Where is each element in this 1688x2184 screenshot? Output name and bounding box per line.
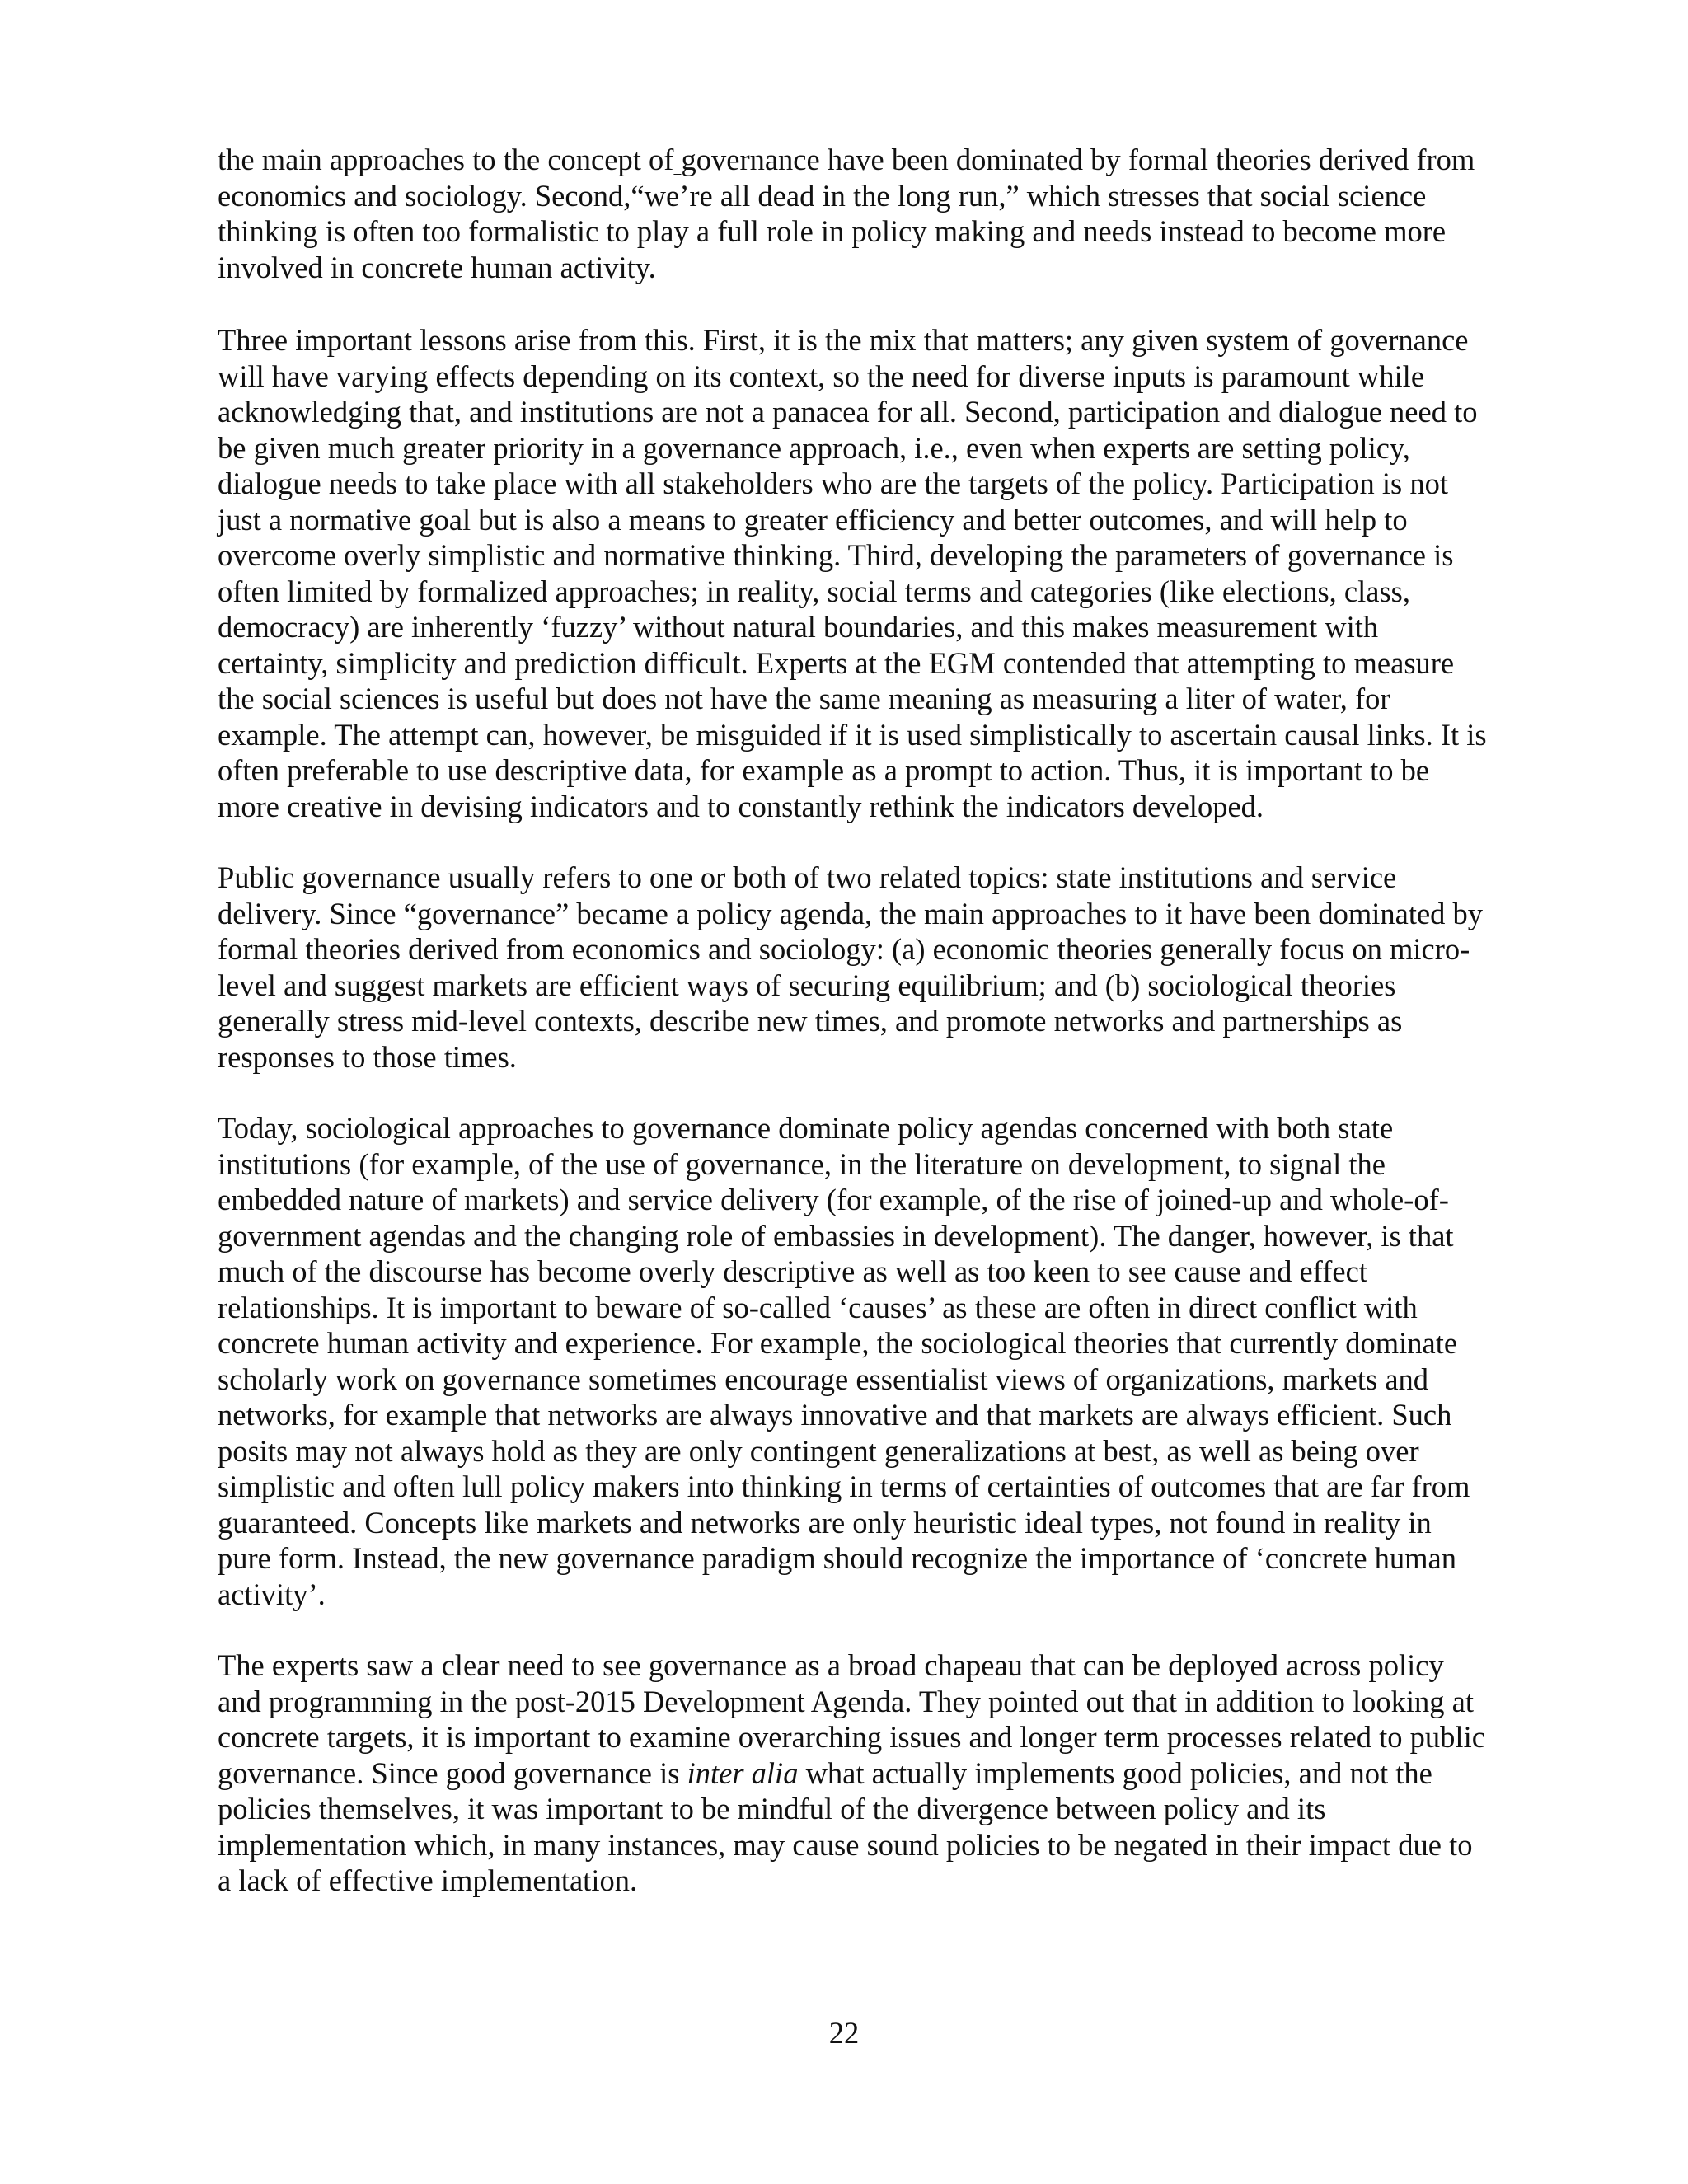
paragraph-4: Today, sociological approaches to governance dominate policy agendas concerned with both state institutions (for example, of the use of governance, in the literature on development, to signal the embedded nature of markets) and service delivery (for example, of the rise of joined-up and whole-of-government agendas and the changing role of embassies in development). The danger, however, is that much of the discourse has become overly descriptive as well as too keen to see cause and effect relationships. It is important to beware of so-called ‘causes’ as these are often in direct conflict with concrete human activity and experience. For example, the sociological theories that currently dominate scholarly work on governance sometimes encourage essentialist views of organizations, markets and networks, for example that networks are always innovative and that markets are always efficient. Such posits may not always hold as they are only contingent generalizations at best, as well as being over simplistic and often lull policy makers into thinking in terms of certainties of outcomes that are far from guaranteed. Concepts like markets and networks are only heuristic ideal types, not found in reality in pure form. Instead, the new governance paradigm should recognize the importance of ‘concrete human activity’. (218, 1111, 1470, 1611)
paragraph-1 (218, 142, 1487, 285)
paragraph-2: Three important lessons arise from this. First, it is the mix that matters; any given system of governance will have varying effects depending on its context, so the need for diverse inputs is paramount while acknowledging that, and institutions are not a panacea for all. Second, participation and dialogue need to be given much greater priority in a governance approach, i.e., even when experts are setting policy, dialogue needs to take place with all stakeholders who are the targets of the policy. Participation is not just a normative goal but is also a means to greater efficiency and better outcomes, and will help to overcome overly simplistic and normative thinking. Third, developing the parameters of governance is often limited by formalized approaches; in reality, social terms and categories (like elections, class, democracy) are inherently ‘fuzzy’ without natural boundaries, and this makes measurement with certainty, simplicity and prediction difficult. Experts at the EGM contended that attempting to measure the social sciences is useful but does not have the same meaning as measuring a liter of water, for example. The attempt can, however, be misguided if it is used simplistically to ascertain causal links. It is often preferable to use descriptive data, for example as a prompt to action. Thus, it is important to be more creative in devising indicators and to constantly rethink the indicators developed. (218, 323, 1487, 823)
italic-term: inter alia (687, 1755, 799, 1790)
paragraph-3: Public governance usually refers to one or both of two related topics: state institutions and service delivery. Since “governance” became a policy agenda, the main approaches to it have been dominated by formal theories derived from economics and sociology: (a) economic theories generally focus on micro-level and suggest markets are efficient ways of securing equilibrium; and (b) sociological theories generally stress mid-level contexts, describe new times, and promote networks and partnerships as responses to those times. (218, 860, 1484, 1074)
paragraph-1-start: the main approaches to the concept of (218, 143, 674, 176)
page-number: 22 (828, 2016, 860, 2050)
document-body (218, 142, 1487, 1934)
paragraph-5-rest: what actually implements good policies, and not the policies themselves, it was important to be mindful of the divergence between policy and its implementation which, in many instances, may cause sound policies to be negated in their impact due to a lack of effective implementation. (218, 1755, 1473, 1897)
paragraph-5-start: The experts saw a clear need to see governance as a broad chapeau that can be deployed across policy and programming in the post-2015 Development Agenda. They pointed out that in addition to looking at concrete targets, it is important to examine overarching issues and longer term processes related to public governance. Since good governance is (218, 1648, 1485, 1790)
paragraph-1-rest: governance have been dominated by formal theories derived from economics and sociology. Second,“we’re all dead in the long run,” which stresses that social science thinking is often too formalistic to play a full role in policy making and needs instead to become more involved in concrete human activity. (218, 143, 1475, 284)
underlined-space (673, 143, 681, 176)
paragraph-5 (218, 1647, 1487, 1899)
